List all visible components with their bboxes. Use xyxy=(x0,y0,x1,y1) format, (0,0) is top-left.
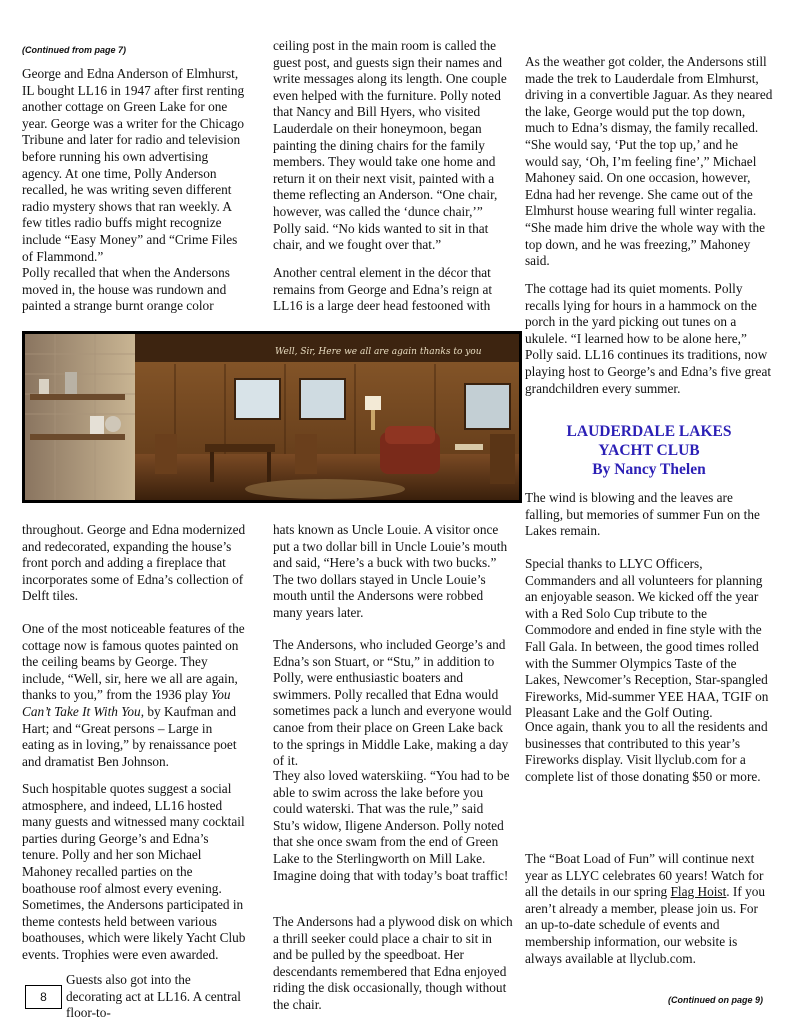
play-title: You Can’t Take It With You xyxy=(22,687,231,719)
heading-line-2: YACHT CLUB xyxy=(598,442,700,459)
col3-paragraph-5: Once again, thank you to all the residents and businesses that contributed to this year’s Fireworks display. Visit llyclub.com for a complete list of those donating $50 or more. xyxy=(525,719,768,784)
col3-paragraph-4: Special thanks to LLYC Officers, Commanders and all volunteers for planning an enjoyable season. We kicked off the year with a Red Solo Cup tribute to the Commodore and ended in fine style with the Fall Gala. In between, the good times rolled with the Summer Olympics Taste of the Lakes, Newcomer’s Reception, Star-spangled Fireworks, Mid-summer YEE HAA, TGIF on Pleasant Lake and the Golf Outing. xyxy=(525,556,769,721)
col3-paragraph-6: The “Boat Load of Fun” will continue next year as LLYC celebrates 60 years! Watch for all the details in our spring Flag Hoist. If you aren’t already a member, please join us. For an up-to-date schedule of events and membership information, our website is always available at llyclub.com. xyxy=(525,851,766,966)
col1-paragraph-6: Guests also got into the decorating act at LL16. A central floor-to- xyxy=(66,972,242,1021)
beam-quote-text: Well, Sir, Here we all are again thanks to you xyxy=(275,347,482,357)
col3-paragraph-3: The wind is blowing and the leaves are falling, but memories of summer Fun on the Lakes remain. xyxy=(525,490,760,539)
byline: By Nancy Thelen xyxy=(592,461,706,478)
interior-illustration xyxy=(25,334,519,500)
col1-paragraph-1: George and Edna Anderson of Elmhurst, IL bought LL16 in 1947 after first renting another cottage on Green Lake for one year. George was a writer for the Chicago Tribune and later for radio and television before running his own advertising agency. At one time, Polly Anderson recalled, he was writing seven different radio mystery shows that ran weekly. A few titles radio buffs might recognize include “Easy Money” and “Crime Files of Flammond.” xyxy=(22,66,245,264)
col2-paragraph-4: The Andersons, who included George’s and Edna’s son Stuart, or “Stu,” in addition to Polly, were enthusiastic boaters and swimmers. Polly recalled that Edna would sometimes pack a lunch and everyone would canoe from their place on Green Lake back to the springs in Middle Lake, making a day of it. xyxy=(273,637,512,769)
flag-hoist-link: Flag Hoist xyxy=(670,884,727,900)
heading-line-1: LAUDERDALE LAKES xyxy=(566,423,732,440)
col2-paragraph-3: hats known as Uncle Louie. A visitor once put a two dollar bill in Uncle Louie’s mouth and said, “Here’s a buck with two bucks.” The two dollars stayed in Uncle Louie’s mouth until the Andersons were robbed many years later. xyxy=(273,522,508,620)
col1-paragraph-4: One of the most noticeable features of the cottage now is famous quotes painted on the ceiling beams by George. They include, “Well, sir, here we all are again, thanks to you,” from the 1936 play You Can’t Take It With You, by Kaufman and Hart; and “Great persons – Large in eating as in loving,” by renaissance poet and dramatist Ben Johnson. xyxy=(22,621,245,769)
col3-paragraph-2: The cottage had its quiet moments. Polly recalls lying for hours in a hammock on the porch in the yard picking out tunes on a ukulele. “I learned how to be alone here,” Polly said. LL16 continues its traditions, now playing host to George’s and Edna’s five great grandchildren every summer. xyxy=(525,281,772,396)
col2-paragraph-1: ceiling post in the main room is called the guest post, and guests sign their names and write messages along its length. One couple even helped with the furniture. Polly noted that Nancy and Bill Hyers, who visited Lauderdale on their honeymoon, began painting the dining chairs for the family members. They would take one home and return it on their next visit, painted with a theme reflecting an Anderson. “One chair, however, was called the ‘dunce chair,’” Polly said. “No kids wanted to sit in that chair, and we fought over that.” xyxy=(273,38,507,253)
page-number-box: 8 xyxy=(25,985,62,1009)
continued-on-note: (Continued on page 9) xyxy=(668,995,763,1005)
col1-paragraph-2: Polly recalled that when the Andersons moved in, the house was rundown and painted a strange burnt orange color xyxy=(22,265,230,314)
continued-from-note: (Continued from page 7) xyxy=(22,45,126,55)
col2-paragraph-2: Another central element in the décor that remains from George and Edna’s reign at LL16 is a large deer head festooned with xyxy=(273,265,493,314)
col1-paragraph-5: Such hospitable quotes suggest a social atmosphere, and indeed, LL16 hosted many guests and witnessed many cocktail parties during George’s and Edna’s tenure. Polly and her son Michael Mahoney recalled parties on the boathouse roof almost every evening. Sometimes, the Andersons participated in theme contests held between various boathouses, which were likely Yacht Club events. Trophies were even awarded. xyxy=(22,781,246,962)
section-heading xyxy=(525,422,773,479)
col2-paragraph-6: The Andersons had a plywood disk on which a thrill seeker could place a chair to sit in and be pulled by the speedboat. Her descendants remembered that Edna enjoyed riding the disk occasionally, though without the chair. xyxy=(273,914,513,1012)
col2-paragraph-5: They also loved waterskiing. “You had to be able to swim across the lake before you could waterski. That was the rule,” said Stu’s widow, Iligene Anderson. Polly noted that she once swam from the end of Green Lake to the Sterlingworth on Mill Lake. Imagine doing that with today’s boat traffic! xyxy=(273,768,510,883)
col3-paragraph-1: As the weather got colder, the Andersons still made the trek to Lauderdale from Elmhurst, driving in a convertible Jaguar. As they neared the lake, George would put the top down, much to Edna’s dismay, the family recalled. “She would say, ‘Put the top up,’ and he would say, ‘Oh, I’m feeling fine’,” Michael Mahoney said. On one occasion, however, Edna had her revenge. She came out of the Elmhurst house wearing full winter regalia. “She made him drive the whole way with the top down, and he was freezing,” Mahoney said. xyxy=(525,54,773,269)
cottage-interior-photo xyxy=(22,331,522,503)
col1-paragraph-3: throughout. George and Edna modernized and redecorated, expanding the house’s front porch and adding a fireplace that incorporates some of Edna’s collection of Delft tiles. xyxy=(22,522,246,604)
